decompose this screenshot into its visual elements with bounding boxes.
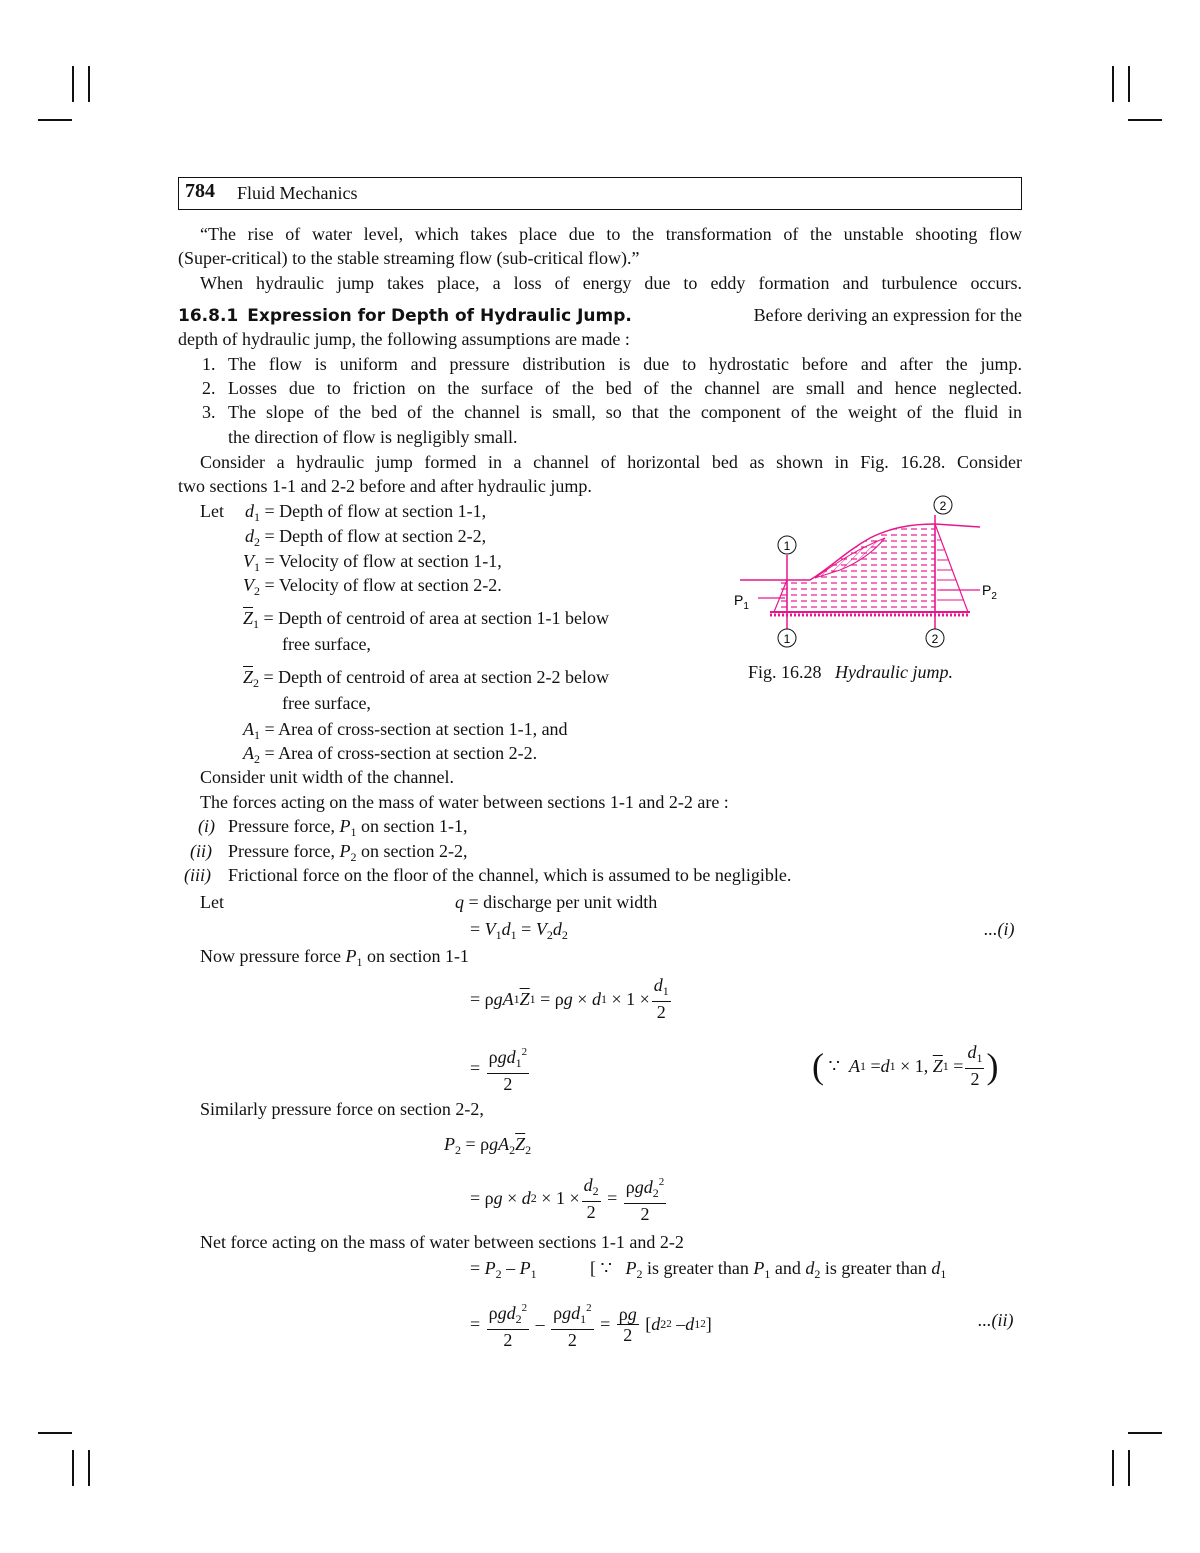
crop-mark: [1128, 1432, 1162, 1434]
force-roman: (iii): [184, 865, 211, 885]
crop-mark: [88, 1450, 90, 1486]
figure-caption-title: Hydraulic jump.: [835, 662, 953, 682]
page-number: 784: [185, 180, 215, 202]
hydraulic-jump-figure: [730, 490, 1000, 650]
p1-because-note: ( ∵ A 1 = d 1 × 1, $\overline{Z}$ 1 = $\frac{d_1}{2}$ ): [812, 1042, 999, 1089]
force-roman: (i): [198, 816, 215, 836]
p2-label: $P_2$: [982, 582, 997, 602]
water-body: [778, 524, 935, 612]
definition-z1: $\overline{Z}_1$ = Depth of centroid of area at section 1-1 below: [243, 608, 610, 631]
crop-mark: [38, 1432, 72, 1434]
definition-v2: $V_2$ = Velocity of flow at section 2-2.: [243, 575, 502, 598]
section-lead: depth of hydraulic jump, the following assumptions are made :: [178, 329, 630, 349]
crop-mark: [38, 119, 72, 121]
assumption-text: The flow is uniform and pressure distribution is due to hydrostatic before and after the jump.: [228, 354, 1022, 374]
assumption-text: the direction of flow is negligibly small.: [228, 427, 518, 447]
let-label: Let: [200, 892, 224, 912]
crop-mark: [88, 66, 90, 102]
crop-mark: [72, 1450, 74, 1486]
definition-v1: $V_1$ = Velocity of flow at section 1-1,: [243, 551, 502, 574]
section-title: Expression for Depth of Hydraulic Jump.: [247, 306, 632, 326]
section-heading: [178, 303, 1022, 328]
equation-tag-i: ...(i): [984, 919, 1015, 939]
definition-z2-cont: free surface,: [282, 693, 371, 713]
assumption-number: 3.: [202, 402, 216, 422]
assumption-number: 1.: [202, 354, 216, 374]
definition-z1-cont: free surface,: [282, 634, 371, 654]
q-definition: q = discharge per unit width: [455, 892, 658, 912]
pressure-arrows-2: [937, 540, 963, 600]
assumption-text: The slope of the bed of the channel is small, so that the component of the weight of the fluid in: [228, 402, 1022, 422]
equation-tag-ii: ...(ii): [978, 1310, 1014, 1330]
section-marker-2-label: 2: [939, 499, 947, 513]
consider-text: two sections 1-1 and 2-2 before and after hydraulic jump.: [178, 476, 592, 496]
crop-mark: [72, 66, 74, 102]
crop-mark: [1112, 1450, 1114, 1486]
figure-caption-number: Fig. 16.28: [748, 662, 822, 682]
force-item: Frictional force on the floor of the channel, which is assumed to be negligible.: [228, 865, 792, 885]
p1-result: = $\frac{\rho gd_1^2}{2}$: [470, 1042, 531, 1094]
section-marker-1-label: 1: [783, 632, 791, 646]
assumption-text: Losses due to friction on the surface of the bed of the channel are small and hence neglected.: [228, 378, 1022, 398]
section-lead: Before deriving an expression for the: [753, 305, 1022, 325]
force-roman: (ii): [190, 841, 212, 861]
definition-d1: $d_1$ = Depth of flow at section 1-1,: [245, 501, 487, 524]
section-number: 16.8.1: [178, 306, 239, 326]
definition-z2: $\overline{Z}_2$ = Depth of centroid of area at section 2-2 below: [243, 667, 610, 690]
crop-mark: [1128, 66, 1130, 102]
net-force-text: Net force acting on the mass of water between sections 1-1 and 2-2: [200, 1232, 684, 1252]
figure-caption: [748, 660, 953, 684]
running-header: [178, 177, 1022, 210]
crop-mark: [1128, 1450, 1130, 1486]
quote-line: “The rise of water level, which takes place due to the transformation of the unstable shooting flow: [200, 224, 1022, 244]
crop-mark: [1128, 119, 1162, 121]
definition-a2: $A_2$ = Area of cross-section at section 2-2.: [243, 743, 538, 766]
section-marker-2-label: 2: [931, 632, 939, 646]
unit-width-text: Consider unit width of the channel.: [200, 767, 454, 787]
book-title: Fluid Mechanics: [237, 183, 358, 203]
net-force-note: [ ∵ $P_2$ is greater than $P_1$ and $d_2$ is greater than $d_1$: [590, 1258, 947, 1281]
definition-d2: $d_2$ = Depth of flow at section 2-2,: [245, 526, 487, 549]
energy-loss-text: When hydraulic jump takes place, a loss of energy due to eddy formation and turbulence occurs.: [200, 273, 1022, 293]
force-item: Pressure force, $P_1$ on section 1-1,: [228, 816, 468, 839]
force-item: Pressure force, $P_2$ on section 2-2,: [228, 841, 468, 864]
forces-intro: The forces acting on the mass of water between sections 1-1 and 2-2 are :: [200, 792, 729, 812]
net-force-equation: = $P_2 - P_1$: [470, 1258, 537, 1281]
p1-equation: = ρ gA 1 $\overline{Z}$ 1 = ρ g × d 1 × 1 × $\frac{d_1}{2}$: [470, 975, 669, 1022]
section-marker-1-label: 1: [783, 539, 791, 553]
let-label: Let: [200, 501, 224, 521]
quote-line: (Super-critical) to the stable streaming flow (sub-critical flow).”: [178, 248, 640, 268]
assumption-number: 2.: [202, 378, 216, 398]
p1-label: $P_1$: [734, 592, 749, 612]
definition-a1: $A_1$ = Area of cross-section at section 1-1, and: [243, 719, 568, 742]
p1-intro: Now pressure force $P_1$ on section 1-1: [200, 946, 469, 969]
net-force-result: = $\frac{\rho gd_2^2}{2}$ – $\frac{\rho gd_1^2}{2}$ = $\frac{\rho g}{2}$ [ d 2 2 – d 1 2 ]: [470, 1298, 712, 1350]
consider-text: Consider a hydraulic jump formed in a channel of horizontal bed as shown in Fig. 16.28. Consider: [200, 452, 1022, 472]
crop-mark: [1112, 66, 1114, 102]
p2-equation: $P_2 = \rho gA_2\overline{Z}_2$: [444, 1134, 532, 1157]
continuity-equation: = $V_1d_1 = V_2d_2$: [470, 919, 568, 942]
p2-result: = ρ g × d 2 × 1 × $\frac{d_2}{2}$ = $\frac{\rho gd_2^2}{2}$: [470, 1172, 668, 1224]
similarly-text: Similarly pressure force on section 2-2,: [200, 1099, 484, 1119]
pressure-diagram-2: [935, 524, 968, 612]
